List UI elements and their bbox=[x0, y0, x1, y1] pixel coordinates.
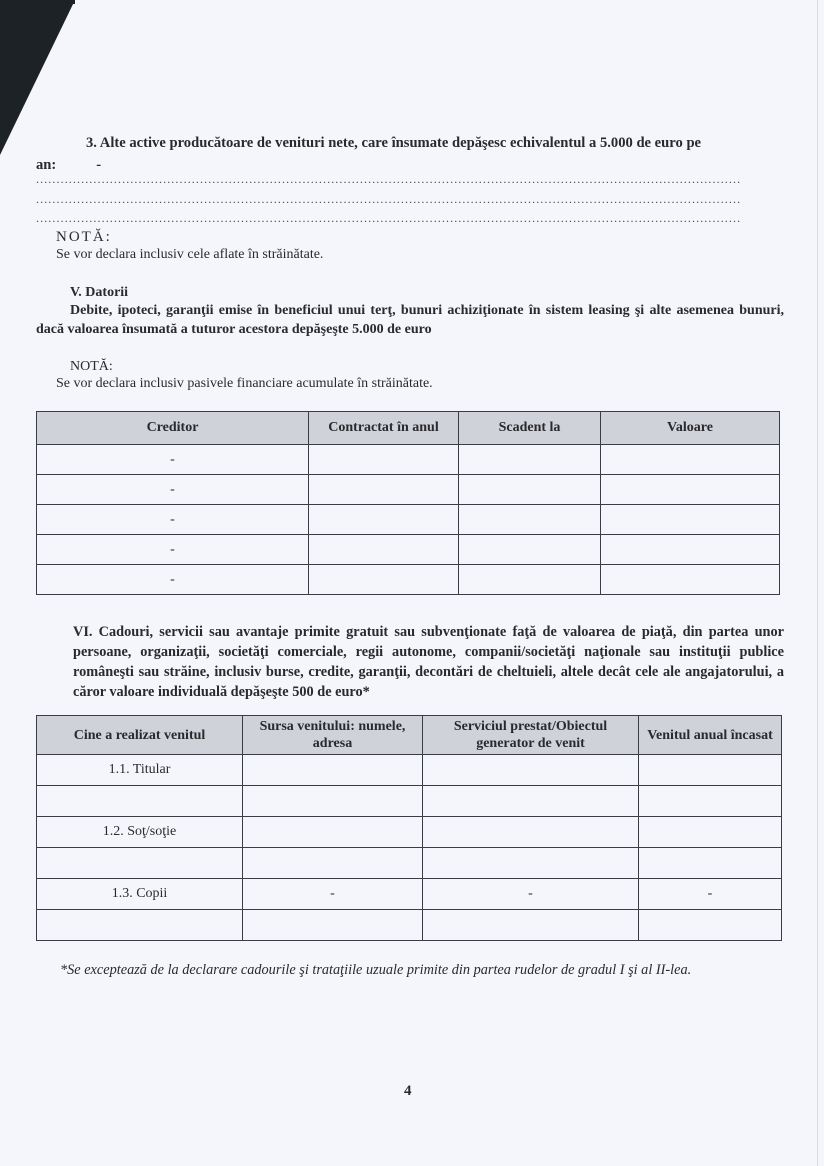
table-row bbox=[37, 817, 782, 848]
table-cell bbox=[309, 475, 459, 505]
table-cell bbox=[37, 848, 243, 879]
column-header: Contractat în anul bbox=[309, 412, 459, 445]
table-cell bbox=[37, 786, 243, 817]
table-row bbox=[37, 848, 782, 879]
table-row bbox=[37, 910, 782, 941]
table-cell bbox=[459, 565, 601, 595]
section-6-text bbox=[36, 622, 784, 702]
dotted-line: ............................................................................................................................................................................ bbox=[36, 192, 742, 206]
table-cell bbox=[601, 505, 780, 535]
table-cell bbox=[243, 755, 423, 786]
section-3-value: - bbox=[96, 157, 102, 173]
column-header: Sursa venitului: numele, adresa bbox=[243, 716, 423, 755]
section-3-heading bbox=[36, 132, 784, 176]
section-3-note-text: Se vor declara inclusiv cele aflate în străinătate. bbox=[56, 247, 324, 262]
column-header: Serviciul prestat/Obiectul generator de venit bbox=[423, 716, 639, 755]
section-3-heading-cont: an: bbox=[36, 157, 57, 173]
table-cell: - bbox=[639, 879, 782, 910]
table-cell bbox=[309, 505, 459, 535]
debts-table bbox=[36, 411, 780, 595]
table-cell: - bbox=[37, 565, 309, 595]
table-row bbox=[37, 505, 780, 535]
table-cell bbox=[459, 535, 601, 565]
section-5-note-label: NOTĂ: bbox=[70, 359, 113, 374]
section-3-heading-text: 3. Alte active producătoare de venituri nete, care însumate depăşesc echivalentul a 5.000 de euro pe bbox=[86, 135, 702, 151]
table-row bbox=[37, 879, 782, 910]
table-cell bbox=[243, 786, 423, 817]
column-header: Scadent la bbox=[459, 412, 601, 445]
table-cell: - bbox=[37, 475, 309, 505]
section-5-note-text: Se vor declara inclusiv pasivele financiare acumulate în străinătate. bbox=[56, 376, 433, 391]
table-cell bbox=[423, 848, 639, 879]
table-cell bbox=[639, 848, 782, 879]
column-header: Cine a realizat venitul bbox=[37, 716, 243, 755]
table-cell bbox=[243, 848, 423, 879]
table-cell bbox=[423, 755, 639, 786]
table-cell bbox=[639, 786, 782, 817]
section-5-title: V. Datorii bbox=[70, 285, 129, 300]
table-cell bbox=[639, 910, 782, 941]
table-cell: - bbox=[37, 445, 309, 475]
column-header: Creditor bbox=[37, 412, 309, 445]
table-cell: 1.1. Titular bbox=[37, 755, 243, 786]
column-header: Venitul anual încasat bbox=[639, 716, 782, 755]
table-row bbox=[37, 565, 780, 595]
table-row bbox=[37, 786, 782, 817]
table-cell bbox=[309, 535, 459, 565]
page-number: 4 bbox=[404, 1083, 412, 1099]
table-cell bbox=[601, 445, 780, 475]
table-cell: - bbox=[243, 879, 423, 910]
table-cell bbox=[37, 910, 243, 941]
section-5-text: Debite, ipoteci, garanţii emise în beneficiul unui terţ, bunuri achiziţionate în sistem leasing şi alte asemenea bunuri, dacă valoarea însumată a tuturor acestora depăşeşte 5.000 de euro bbox=[36, 303, 784, 337]
section-6-paragraph: VI. Cadouri, servicii sau avantaje primite gratuit sau subvenţionate faţă de valoarea de piaţă, din partea unor persoane, organizaţii, societăţi comerciale, regii autonome, companii/societăţi naţionale sau instituţii publice româneşti sau străine, inclusiv burse, credite, garanţii, decontări de cheltuieli, altele decât cele ale angajatorului, a căror valoare individuală depăşeşte 500 de euro* bbox=[73, 624, 784, 700]
table-cell: 1.2. Soţ/soţie bbox=[37, 817, 243, 848]
table-row bbox=[37, 445, 780, 475]
table-cell bbox=[601, 535, 780, 565]
table-header-row bbox=[37, 716, 782, 755]
table-cell bbox=[243, 910, 423, 941]
table-cell: - bbox=[423, 879, 639, 910]
table-cell: - bbox=[37, 535, 309, 565]
table-cell bbox=[423, 817, 639, 848]
table-cell bbox=[423, 910, 639, 941]
section-3-note-label: NOTĂ: bbox=[56, 229, 112, 245]
table-cell bbox=[309, 565, 459, 595]
table-cell bbox=[459, 505, 601, 535]
table-row bbox=[37, 475, 780, 505]
footnote: *Se exceptează de la declarare cadourile şi trataţiile uzuale primite din partea rudelor de gradul I şi al II-lea. bbox=[60, 962, 692, 978]
dotted-line: ............................................................................................................................................................................ bbox=[36, 211, 742, 225]
table-header-row bbox=[37, 412, 780, 445]
table-cell bbox=[309, 445, 459, 475]
dotted-line: ............................................................................................................................................................................ bbox=[36, 172, 742, 186]
table-cell bbox=[459, 475, 601, 505]
table-cell bbox=[639, 817, 782, 848]
table-cell: 1.3. Copii bbox=[37, 879, 243, 910]
table-cell bbox=[601, 565, 780, 595]
table-cell bbox=[423, 786, 639, 817]
table-cell: - bbox=[37, 505, 309, 535]
table-cell bbox=[243, 817, 423, 848]
gifts-table bbox=[36, 715, 782, 941]
table-cell bbox=[601, 475, 780, 505]
column-header: Valoare bbox=[601, 412, 780, 445]
table-row bbox=[37, 535, 780, 565]
table-cell bbox=[639, 755, 782, 786]
table-cell bbox=[459, 445, 601, 475]
table-row bbox=[37, 755, 782, 786]
